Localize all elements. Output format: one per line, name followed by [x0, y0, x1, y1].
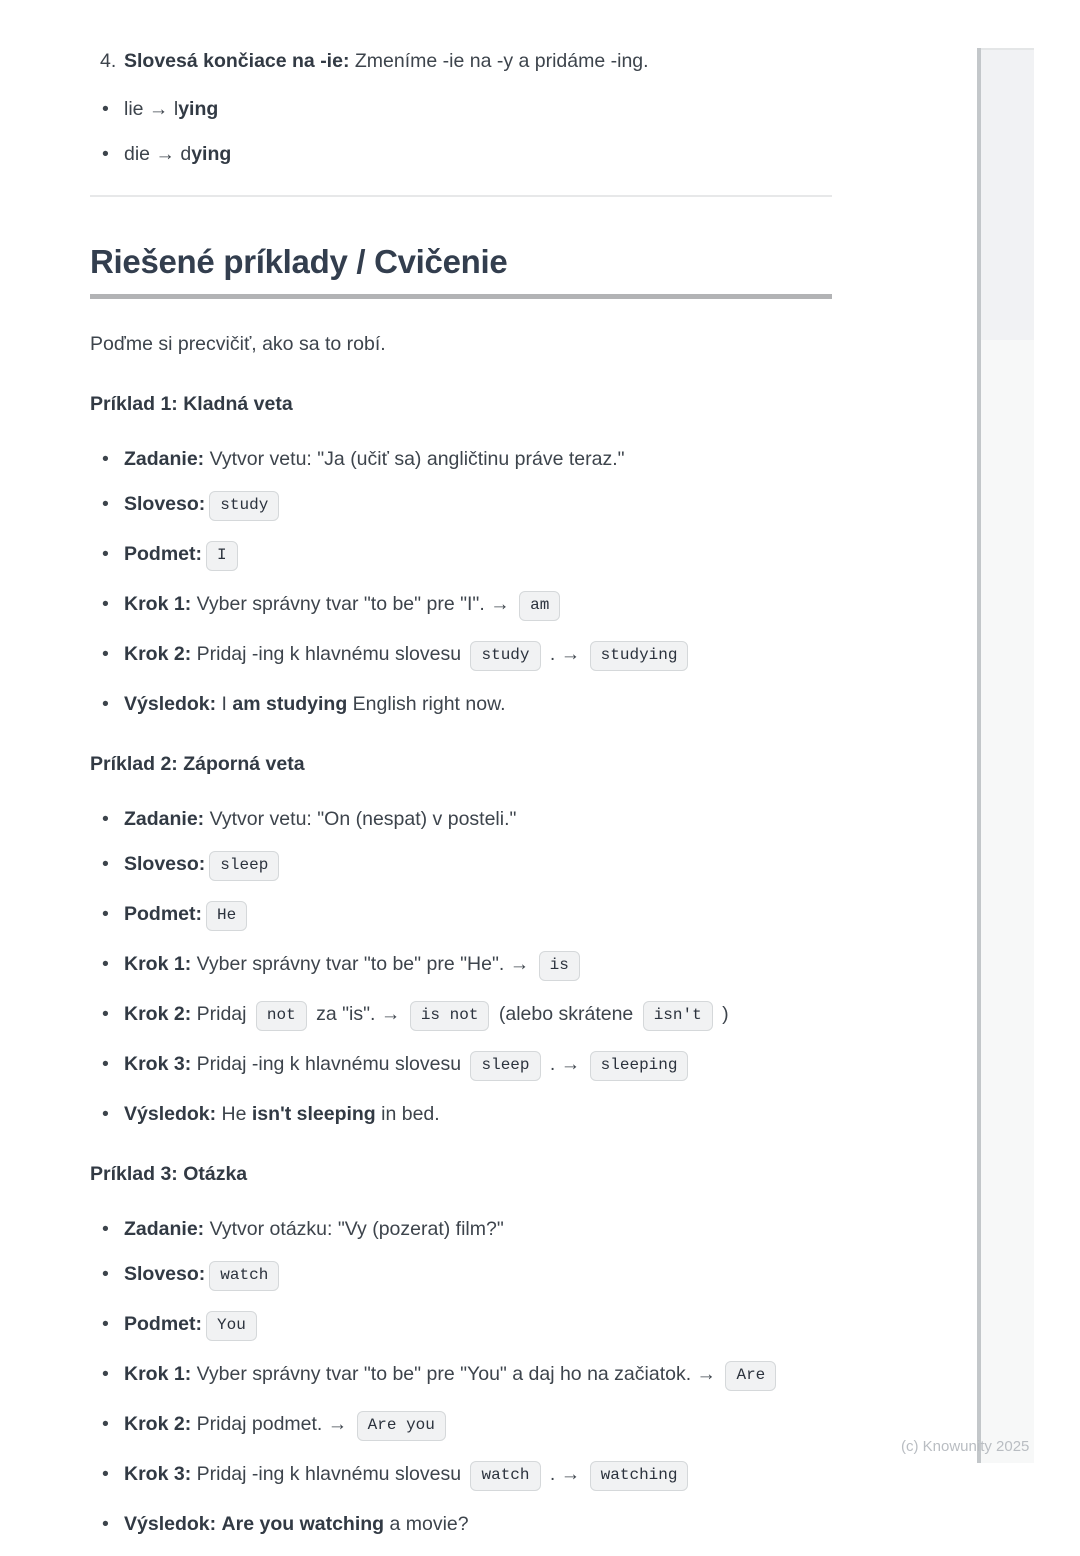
list-item	[90, 1051, 832, 1082]
text-run: . →	[544, 1463, 586, 1485]
bold-run: Sloveso:	[124, 493, 206, 515]
list-item	[90, 1101, 832, 1127]
list-item	[90, 1311, 832, 1342]
code-chip: sleeping	[590, 1051, 689, 1081]
bold-run: Krok 1:	[124, 593, 192, 615]
text-run: Zmeníme -ie na -y a pridáme -ing.	[349, 50, 649, 72]
rule-item-4	[90, 48, 832, 74]
document-page	[90, 0, 832, 1556]
code-chip: isn't	[643, 1001, 713, 1031]
list-item	[90, 691, 832, 717]
example-3-title: Príklad 3: Otázka	[90, 1163, 248, 1185]
bold-run: ying	[191, 143, 232, 165]
code-chip: sleep	[470, 1051, 540, 1081]
text-run: . →	[544, 1053, 586, 1075]
bold-run: Krok 3:	[124, 1463, 192, 1485]
text-run: . →	[544, 643, 586, 665]
bold-run: ying	[178, 98, 219, 120]
list-item	[90, 491, 832, 522]
list-item	[90, 1001, 832, 1032]
rule-item-number: 4.	[100, 50, 117, 72]
list-item	[90, 1411, 832, 1442]
code-chip: sleep	[209, 851, 279, 881]
code-chip: I	[206, 541, 238, 571]
list-item	[90, 806, 832, 832]
code-chip: Are you	[357, 1411, 446, 1441]
bold-run: Sloveso:	[124, 1263, 206, 1285]
list-item	[90, 96, 832, 122]
bold-run: am studying	[232, 693, 348, 715]
bold-run: Krok 1:	[124, 953, 192, 975]
section-intro: Poďme si precvičiť, ako sa to robí.	[90, 333, 386, 355]
example-1-list	[90, 446, 832, 717]
section-heading: Riešené príklady / Cvičenie	[90, 243, 508, 280]
list-item	[90, 141, 832, 167]
text-run: Pridaj	[191, 1003, 252, 1025]
bold-run: Výsledok:	[124, 693, 217, 715]
bold-run: Zadanie:	[124, 448, 205, 470]
code-chip: studying	[590, 641, 689, 671]
code-chip: not	[256, 1001, 307, 1031]
list-item	[90, 1216, 832, 1242]
bold-run: Krok 2:	[124, 643, 192, 665]
text-run: )	[716, 1003, 729, 1025]
text-run: Pridaj -ing k hlavnému slovesu	[191, 1053, 467, 1075]
bold-run: Zadanie:	[124, 1218, 205, 1240]
divider	[90, 195, 832, 197]
code-chip: am	[519, 591, 560, 621]
list-item	[90, 851, 832, 882]
bold-run: Are you watching	[221, 1513, 385, 1535]
text-run: Pridaj podmet. →	[191, 1413, 353, 1435]
code-chip: is	[539, 951, 580, 981]
code-chip: is not	[410, 1001, 490, 1031]
code-chip: He	[206, 901, 247, 931]
text-run: (alebo skrátene	[493, 1003, 639, 1025]
text-run: Vyber správny tvar "to be" pre "He". →	[191, 953, 535, 975]
heading-underline	[90, 294, 832, 299]
text-run: Vytvor vetu: "On (nespat) v posteli."	[204, 808, 517, 830]
bold-run: Slovesá končiace na -ie:	[124, 50, 350, 72]
bold-run: Sloveso:	[124, 853, 206, 875]
text-run: Vytvor vetu: "Ja (učiť sa) angličtinu práve teraz."	[204, 448, 625, 470]
bold-run: Podmet:	[124, 1313, 202, 1335]
text-run: a movie?	[384, 1513, 469, 1535]
bold-run: Výsledok:	[124, 1103, 217, 1125]
list-item	[90, 591, 832, 622]
bold-run: Zadanie:	[124, 808, 205, 830]
bold-run: Krok 1:	[124, 1363, 192, 1385]
list-item	[90, 1361, 832, 1392]
bold-run: Podmet:	[124, 543, 202, 565]
code-chip: watch	[470, 1461, 540, 1491]
code-chip: You	[206, 1311, 257, 1341]
list-item	[90, 446, 832, 472]
text-run: Pridaj -ing k hlavnému slovesu	[191, 643, 467, 665]
code-chip: study	[209, 491, 279, 521]
text-run: I	[216, 693, 233, 715]
list-item	[90, 1461, 832, 1492]
example-2-title: Príklad 2: Záporná veta	[90, 753, 305, 775]
rule-examples-list	[90, 96, 832, 167]
code-chip: watching	[590, 1461, 689, 1491]
scrollbar-track[interactable]	[977, 48, 1034, 1463]
bold-run: Krok 2:	[124, 1413, 192, 1435]
text-run: die → d	[124, 143, 192, 165]
text-run: Vytvor otázku: "Vy (pozerat) film?"	[204, 1218, 504, 1240]
list-item	[90, 1511, 832, 1537]
code-chip: study	[470, 641, 540, 671]
bold-run: Podmet:	[124, 903, 202, 925]
copyright-watermark: (c) Knowunity 2025	[901, 1438, 1030, 1455]
text-run: za "is". →	[310, 1003, 406, 1025]
scrollbar-thumb[interactable]	[981, 48, 1034, 340]
text-run: Vyber správny tvar "to be" pre "I". →	[191, 593, 516, 615]
rule-item-text	[124, 50, 649, 72]
code-chip: watch	[209, 1261, 279, 1291]
bold-run: isn't sleeping	[251, 1103, 376, 1125]
list-item	[90, 901, 832, 932]
bold-run: Krok 2:	[124, 1003, 192, 1025]
bold-run: Krok 3:	[124, 1053, 192, 1075]
code-chip: Are	[725, 1361, 776, 1391]
list-item	[90, 951, 832, 982]
text-run: lie → l	[124, 98, 179, 120]
example-1-title: Príklad 1: Kladná veta	[90, 393, 293, 415]
list-item	[90, 641, 832, 672]
text-run: Pridaj -ing k hlavnému slovesu	[191, 1463, 467, 1485]
list-item	[90, 541, 832, 572]
text-run: English right now.	[347, 693, 506, 715]
list-item	[90, 1261, 832, 1292]
bold-run: Výsledok:	[124, 1513, 217, 1535]
text-run: in bed.	[375, 1103, 440, 1125]
text-run: Vyber správny tvar "to be" pre "You" a daj ho na začiatok. →	[191, 1363, 722, 1385]
example-3-list	[90, 1216, 832, 1537]
text-run: He	[216, 1103, 252, 1125]
example-2-list	[90, 806, 832, 1127]
